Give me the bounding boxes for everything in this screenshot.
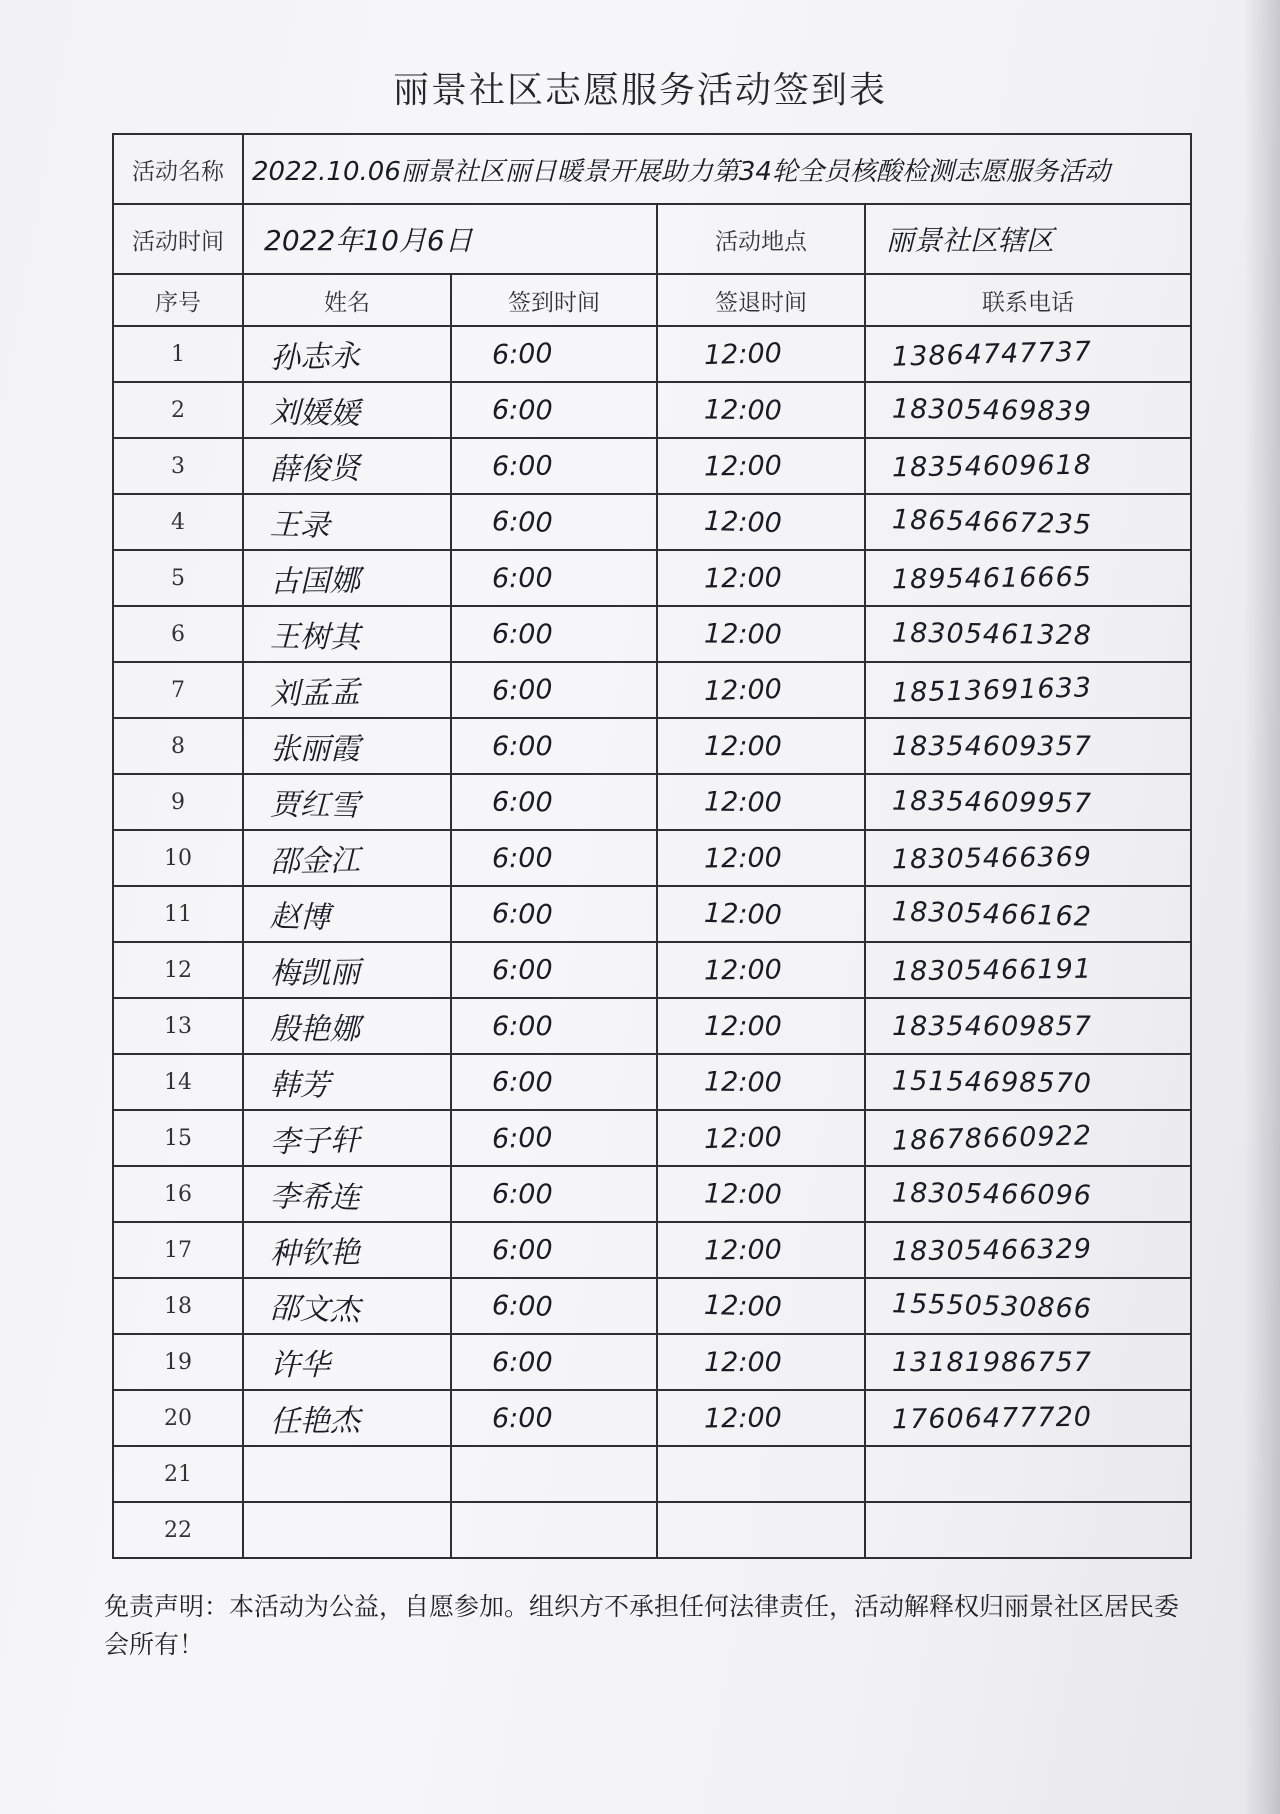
row-number: 14 xyxy=(164,1070,192,1095)
signer-name-cell xyxy=(243,662,451,718)
disclaimer-text: 免责声明：本活动为公益，自愿参加。组织方不承担任何法律责任，活动解释权归丽景社区居民委会所有！ xyxy=(104,1592,1180,1659)
row-number-cell xyxy=(113,1054,243,1110)
row-number-cell xyxy=(113,1222,243,1278)
phone-number-cell xyxy=(865,606,1191,662)
sign-in-time-cell xyxy=(451,1446,657,1502)
sign-in-time: 6:00 xyxy=(491,1178,553,1210)
signer-name: 贾红雪 xyxy=(269,787,361,824)
sign-in-time: 6:00 xyxy=(491,450,553,482)
row-number-cell xyxy=(113,662,243,718)
table-row xyxy=(113,662,1191,718)
row-number: 22 xyxy=(164,1518,192,1543)
sign-in-time-cell xyxy=(451,1054,657,1110)
signer-name: 刘媛媛 xyxy=(269,395,361,432)
sign-out-time-cell xyxy=(657,886,865,942)
signer-name: 邵金江 xyxy=(269,843,361,880)
signer-name-cell xyxy=(243,438,451,494)
phone-number: 17606477720 xyxy=(891,1401,1093,1435)
phone-number-cell xyxy=(865,718,1191,774)
phone-number-cell xyxy=(865,1222,1191,1278)
row-number: 18 xyxy=(164,1294,192,1319)
sign-out-time-cell xyxy=(657,1446,865,1502)
phone-number-cell xyxy=(865,382,1191,438)
table-row xyxy=(113,550,1191,606)
sign-in-time-cell xyxy=(451,382,657,438)
phone-number-cell xyxy=(865,550,1191,606)
table-row xyxy=(113,1502,1191,1558)
signer-name-cell xyxy=(243,550,451,606)
phone-number: 18305466329 xyxy=(891,1233,1093,1267)
phone-number-cell xyxy=(865,1502,1191,1558)
activity-time-label: 活动时间 xyxy=(113,204,243,274)
sign-out-time: 12:00 xyxy=(704,730,782,762)
sign-out-time-cell xyxy=(657,1278,865,1334)
phone-number-cell xyxy=(865,1446,1191,1502)
row-number-cell xyxy=(113,438,243,494)
header-phone: 联系电话 xyxy=(865,274,1191,326)
row-number: 11 xyxy=(164,902,192,927)
sign-out-time: 12:00 xyxy=(703,1065,783,1099)
phone-number: 18305466096 xyxy=(891,1177,1093,1211)
row-number-cell xyxy=(113,1110,243,1166)
sign-out-time-cell xyxy=(657,494,865,550)
signer-name-cell xyxy=(243,494,451,550)
sign-out-time-cell xyxy=(657,1110,865,1166)
sign-in-time-cell xyxy=(451,718,657,774)
row-number: 17 xyxy=(164,1238,192,1263)
row-number: 10 xyxy=(164,846,192,871)
signer-name: 梅凯丽 xyxy=(269,955,361,992)
signer-name: 许华 xyxy=(270,1348,330,1383)
signer-name: 刘孟孟 xyxy=(269,674,361,713)
table-row xyxy=(113,998,1191,1054)
sign-in-time: 6:00 xyxy=(491,954,553,986)
sign-out-time: 12:00 xyxy=(703,1401,783,1435)
sign-in-time-cell xyxy=(451,942,657,998)
sign-in-time: 6:00 xyxy=(491,394,553,426)
activity-location-cell xyxy=(865,204,1191,274)
table-row xyxy=(113,942,1191,998)
sign-in-time: 6:00 xyxy=(492,1346,553,1378)
signer-name: 孙志永 xyxy=(269,338,361,377)
sign-in-time: 6:00 xyxy=(491,673,554,707)
row-number-cell xyxy=(113,886,243,942)
header-name: 姓名 xyxy=(243,274,451,326)
sign-out-time: 12:00 xyxy=(703,393,783,427)
sign-out-time-cell xyxy=(657,662,865,718)
paper-edge-shadow xyxy=(1244,0,1280,1814)
phone-number-cell xyxy=(865,1166,1191,1222)
sign-in-time: 6:00 xyxy=(491,842,553,874)
phone-number: 13864747737 xyxy=(891,335,1093,373)
signer-name: 李子轩 xyxy=(269,1122,361,1161)
sign-in-time-cell xyxy=(451,1502,657,1558)
row-number: 5 xyxy=(171,566,185,591)
table-row xyxy=(113,1278,1191,1334)
row-number-cell xyxy=(113,606,243,662)
sign-out-time-cell xyxy=(657,1390,865,1446)
row-number-cell xyxy=(113,1390,243,1446)
sign-in-time: 6:00 xyxy=(491,786,553,818)
row-number: 7 xyxy=(171,678,185,703)
row-number: 3 xyxy=(171,454,185,479)
signer-name: 薛俊贤 xyxy=(269,451,361,488)
sign-out-time: 12:00 xyxy=(703,617,783,651)
table-row xyxy=(113,1166,1191,1222)
activity-name-cell xyxy=(243,134,1191,204)
row-number-cell xyxy=(113,830,243,886)
sign-in-time: 6:00 xyxy=(491,562,553,594)
sign-out-time: 12:00 xyxy=(703,337,783,371)
signer-name-cell xyxy=(243,1054,451,1110)
table-row xyxy=(113,1222,1191,1278)
table-row xyxy=(113,1054,1191,1110)
phone-number-cell xyxy=(865,886,1191,942)
header-sign-in: 签到时间 xyxy=(451,274,657,326)
sign-in-time: 6:00 xyxy=(491,1289,554,1323)
sign-in-time-cell xyxy=(451,998,657,1054)
sign-out-time-cell xyxy=(657,774,865,830)
row-number-cell xyxy=(113,326,243,382)
sign-in-time-cell xyxy=(451,606,657,662)
signer-name-cell xyxy=(243,606,451,662)
sign-in-time-cell xyxy=(451,1166,657,1222)
sign-in-time-cell xyxy=(451,1334,657,1390)
row-number: 13 xyxy=(164,1014,192,1039)
row-number: 6 xyxy=(171,622,185,647)
sign-in-time-cell xyxy=(451,1278,657,1334)
row-number: 4 xyxy=(171,510,185,535)
phone-number-cell xyxy=(865,326,1191,382)
sign-out-time: 12:00 xyxy=(703,561,783,595)
sign-out-time: 12:00 xyxy=(703,1177,783,1211)
phone-number-cell xyxy=(865,942,1191,998)
signer-name-cell xyxy=(243,1446,451,1502)
row-number-cell xyxy=(113,550,243,606)
signer-name: 殷艳娜 xyxy=(270,1012,360,1047)
row-number-cell xyxy=(113,1334,243,1390)
row-number-cell xyxy=(113,998,243,1054)
activity-name-row xyxy=(113,134,1191,204)
activity-time-row xyxy=(113,204,1191,274)
table-row xyxy=(113,606,1191,662)
phone-number-cell xyxy=(865,1390,1191,1446)
sign-out-time: 12:00 xyxy=(703,785,783,819)
row-number-cell xyxy=(113,942,243,998)
phone-number-cell xyxy=(865,1054,1191,1110)
sign-out-time-cell xyxy=(657,326,865,382)
sign-in-time: 6:00 xyxy=(491,337,554,371)
phone-number-cell xyxy=(865,438,1191,494)
phone-number: 18305461328 xyxy=(891,617,1093,651)
row-number-cell xyxy=(113,1278,243,1334)
activity-name-value: 2022.10.06丽景社区丽日暖景开展助力第34轮全员核酸检测志愿服务活动 xyxy=(252,156,1110,187)
phone-number-cell xyxy=(865,1110,1191,1166)
signer-name-cell xyxy=(243,1334,451,1390)
signer-name: 种钦艳 xyxy=(269,1235,361,1272)
phone-number: 15550530866 xyxy=(891,1287,1093,1325)
signer-name: 韩芳 xyxy=(269,1067,331,1104)
sign-out-time-cell xyxy=(657,1222,865,1278)
table-row xyxy=(113,830,1191,886)
table-row xyxy=(113,1446,1191,1502)
sign-in-time-cell xyxy=(451,830,657,886)
row-number-cell xyxy=(113,718,243,774)
sign-in-time: 6:00 xyxy=(491,1234,553,1266)
table-row xyxy=(113,438,1191,494)
sign-out-time: 12:00 xyxy=(703,953,783,987)
sign-out-time: 12:00 xyxy=(703,1121,783,1155)
activity-location-value: 丽景社区辖区 xyxy=(886,224,1055,257)
row-number-cell xyxy=(113,774,243,830)
signer-name-cell xyxy=(243,1390,451,1446)
sign-out-time-cell xyxy=(657,830,865,886)
sign-in-time: 6:00 xyxy=(491,505,554,539)
signer-name-cell xyxy=(243,774,451,830)
phone-number-cell xyxy=(865,1334,1191,1390)
phone-number-cell xyxy=(865,998,1191,1054)
phone-number: 18354609957 xyxy=(891,785,1093,819)
row-number: 1 xyxy=(171,342,185,367)
table-row xyxy=(113,1390,1191,1446)
row-number: 16 xyxy=(164,1182,192,1207)
table-row xyxy=(113,494,1191,550)
sign-in-time-cell xyxy=(451,550,657,606)
sign-out-time-cell xyxy=(657,438,865,494)
signer-name-cell xyxy=(243,998,451,1054)
sign-in-time-cell xyxy=(451,886,657,942)
sign-in-time: 6:00 xyxy=(491,1066,553,1098)
phone-number-cell xyxy=(865,662,1191,718)
activity-name-label: 活动名称 xyxy=(113,134,243,204)
table-row xyxy=(113,1110,1191,1166)
sign-out-time-cell xyxy=(657,606,865,662)
sign-in-time: 6:00 xyxy=(491,1402,553,1434)
phone-number-cell xyxy=(865,494,1191,550)
signer-name-cell xyxy=(243,382,451,438)
signer-name-cell xyxy=(243,1278,451,1334)
sign-out-time: 12:00 xyxy=(703,841,783,875)
row-number: 8 xyxy=(171,734,185,759)
sign-in-table xyxy=(112,133,1192,1559)
activity-location-label: 活动地点 xyxy=(657,204,865,274)
row-number-cell xyxy=(113,1446,243,1502)
sign-in-time-cell xyxy=(451,774,657,830)
activity-time-value: 2022年10月6日 xyxy=(264,224,473,257)
signer-name: 古国娜 xyxy=(269,563,361,600)
phone-number: 18654667235 xyxy=(891,503,1093,541)
phone-number-cell xyxy=(865,830,1191,886)
sign-in-time: 6:00 xyxy=(491,618,553,650)
signer-name-cell xyxy=(243,718,451,774)
row-number: 19 xyxy=(164,1350,192,1375)
sign-out-time-cell xyxy=(657,1166,865,1222)
phone-number: 18513691633 xyxy=(891,671,1093,709)
row-number-cell xyxy=(113,382,243,438)
sign-out-time: 12:00 xyxy=(704,1346,782,1378)
phone-number: 18954616665 xyxy=(891,561,1093,595)
phone-number: 18305466191 xyxy=(891,953,1093,987)
phone-number-cell xyxy=(865,774,1191,830)
signer-name-cell xyxy=(243,1166,451,1222)
signer-name: 邵文杰 xyxy=(269,1290,361,1329)
phone-number: 13181986757 xyxy=(892,1346,1092,1378)
phone-number: 18678660922 xyxy=(891,1119,1093,1157)
sign-in-time-cell xyxy=(451,662,657,718)
phone-number: 18354609357 xyxy=(892,730,1092,762)
sign-out-time: 12:00 xyxy=(703,1289,783,1323)
table-row xyxy=(113,774,1191,830)
signer-name: 任艳杰 xyxy=(269,1403,361,1440)
signer-name: 赵博 xyxy=(269,899,331,936)
sign-out-time-cell xyxy=(657,1334,865,1390)
signer-name-cell xyxy=(243,1222,451,1278)
page-title: 丽景社区志愿服务活动签到表 xyxy=(392,70,887,111)
sign-out-time: 12:00 xyxy=(703,1233,783,1267)
sign-in-time-cell xyxy=(451,1390,657,1446)
phone-number: 18305469839 xyxy=(891,393,1093,427)
column-header-row xyxy=(113,274,1191,326)
sign-in-time-cell xyxy=(451,326,657,382)
row-number-cell xyxy=(113,494,243,550)
sign-out-time-cell xyxy=(657,550,865,606)
signer-name-cell xyxy=(243,326,451,382)
row-number: 15 xyxy=(164,1126,192,1151)
sign-out-time: 12:00 xyxy=(703,505,783,539)
phone-number: 15154698570 xyxy=(891,1065,1093,1099)
signer-name: 王录 xyxy=(269,507,331,544)
sign-out-time-cell xyxy=(657,1502,865,1558)
signer-name-cell xyxy=(243,942,451,998)
header-no: 序号 xyxy=(113,274,243,326)
signer-name: 李希连 xyxy=(269,1179,361,1216)
row-number: 21 xyxy=(164,1462,192,1487)
phone-number: 18305466162 xyxy=(891,895,1093,933)
row-number: 20 xyxy=(164,1406,192,1431)
signer-name-cell xyxy=(243,830,451,886)
signer-name-cell xyxy=(243,1110,451,1166)
phone-number: 18354609857 xyxy=(892,1010,1092,1042)
sign-in-time: 6:00 xyxy=(492,1010,553,1042)
table-row xyxy=(113,326,1191,382)
sign-out-time: 12:00 xyxy=(703,449,783,483)
row-number: 9 xyxy=(171,790,185,815)
row-number-cell xyxy=(113,1166,243,1222)
sign-out-time: 12:00 xyxy=(703,673,783,707)
sign-in-time: 6:00 xyxy=(491,897,554,931)
sign-out-time-cell xyxy=(657,718,865,774)
activity-time-cell xyxy=(243,204,657,274)
signer-name: 张丽霞 xyxy=(270,732,360,767)
sign-out-time-cell xyxy=(657,1054,865,1110)
signer-name-cell xyxy=(243,1502,451,1558)
phone-number: 18305466369 xyxy=(891,841,1093,875)
header-sign-out: 签退时间 xyxy=(657,274,865,326)
table-row xyxy=(113,1334,1191,1390)
signer-name-cell xyxy=(243,886,451,942)
sign-in-time-cell xyxy=(451,1110,657,1166)
sign-out-time: 12:00 xyxy=(704,1010,782,1042)
sign-in-time-cell xyxy=(451,494,657,550)
sign-out-time: 12:00 xyxy=(703,897,783,931)
table-row xyxy=(113,886,1191,942)
sign-out-time-cell xyxy=(657,998,865,1054)
row-number: 12 xyxy=(164,958,192,983)
sign-out-time-cell xyxy=(657,382,865,438)
phone-number: 18354609618 xyxy=(891,449,1093,483)
sign-in-time: 6:00 xyxy=(491,1121,554,1155)
table-row xyxy=(113,718,1191,774)
sign-in-time: 6:00 xyxy=(492,730,553,762)
row-number-cell xyxy=(113,1502,243,1558)
sign-out-time-cell xyxy=(657,942,865,998)
table-row xyxy=(113,382,1191,438)
signer-name: 王树其 xyxy=(269,619,361,656)
sign-in-time-cell xyxy=(451,1222,657,1278)
phone-number-cell xyxy=(865,1278,1191,1334)
row-number: 2 xyxy=(171,398,185,423)
sign-in-time-cell xyxy=(451,438,657,494)
